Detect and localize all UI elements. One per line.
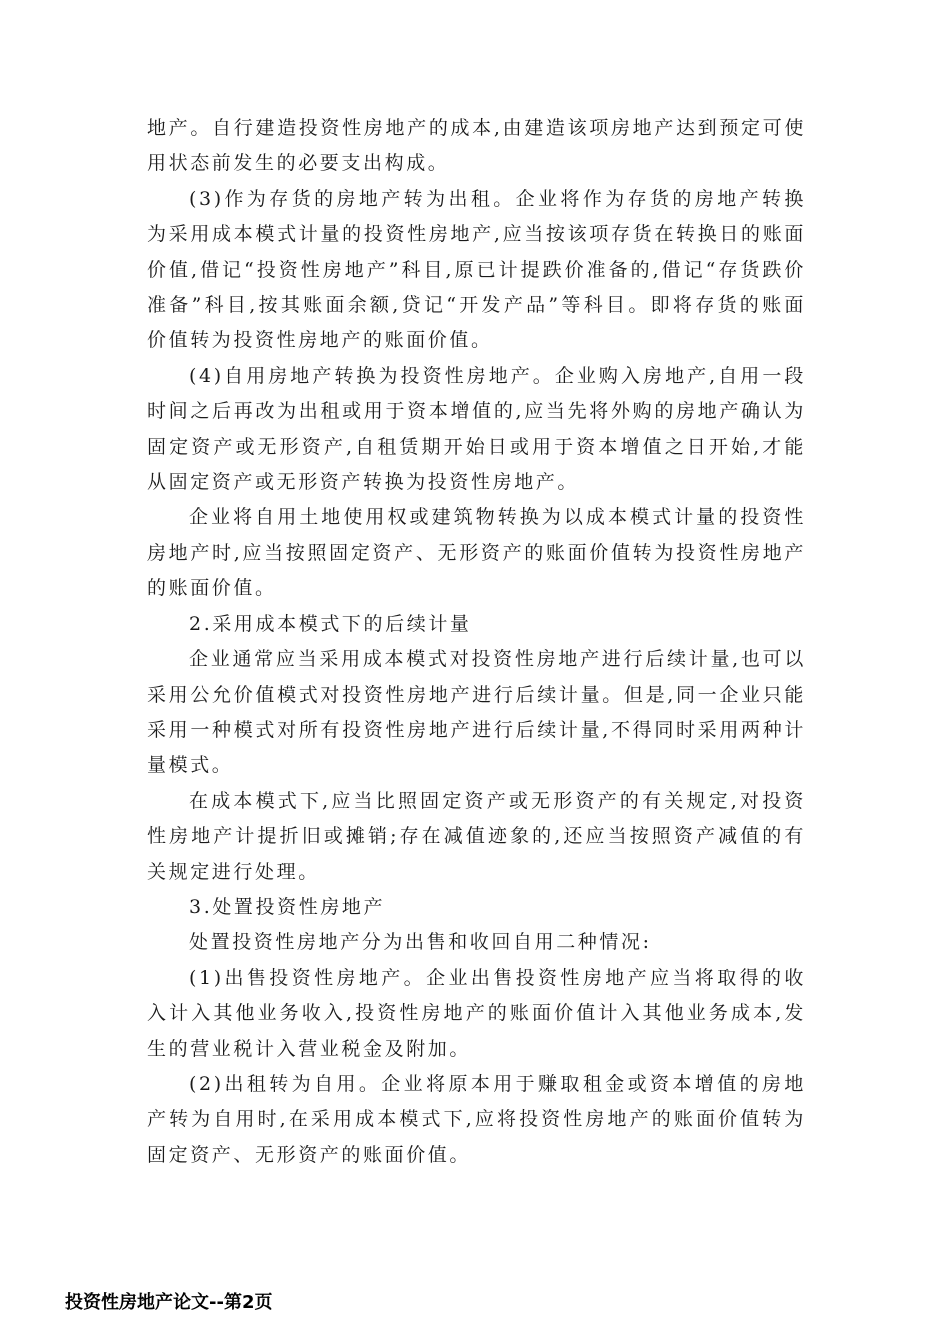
paragraph: 企业将自用土地使用权或建筑物转换为以成本模式计量的投资性房地产时,应当按照固定资产、无形资产的账面价值转为投资性房地产的账面价值。 bbox=[147, 506, 806, 600]
paragraph: 企业通常应当采用成本模式对投资性房地产进行后续计量,也可以采用公允价值模式对投资性房地产进行后续计量。但是,同一企业只能采用一种模式对所有投资性房地产进行后续计量,不得同时采用两种计量模式。 bbox=[147, 648, 806, 777]
paragraph: 地产。自行建造投资性房地产的成本,由建造该项房地产达到预定可使用状态前发生的必要支出构成。 bbox=[147, 117, 806, 175]
paragraph: (2)出租转为自用。企业将原本用于赚取租金或资本增值的房地产转为自用时,在采用成本模式下,应将投资性房地产的账面价值转为固定资产、无形资产的账面价值。 bbox=[147, 1072, 806, 1166]
section-heading: 3.处置投资性房地产 bbox=[189, 895, 386, 918]
paragraph: 在成本模式下,应当比照固定资产或无形资产的有关规定,对投资性房地产计提折旧或摊销;存在减值迹象的,还应当按照资产减值的有关规定进行处理。 bbox=[147, 789, 806, 883]
document-body bbox=[147, 111, 806, 1173]
paragraph: 处置投资性房地产分为出售和收回自用二种情况: bbox=[189, 931, 652, 954]
page-footer: 投资性房地产论文--第2页 bbox=[65, 1292, 273, 1313]
paragraph: (1)出售投资性房地产。企业出售投资性房地产应当将取得的收入计入其他业务收入,投资性房地产的账面价值计入其他业务成本,发生的营业税计入营业税金及附加。 bbox=[147, 966, 806, 1060]
section-heading: 2.采用成本模式下的后续计量 bbox=[189, 612, 472, 635]
paragraph: (3)作为存货的房地产转为出租。企业将作为存货的房地产转换为采用成本模式计量的投资性房地产,应当按该项存货在转换日的账面价值,借记“投资性房地产”科目,原已计提跌价准备的,借记“存货跌价准备”科目,按其账面余额,贷记“开发产品”等科目。即将存货的账面价值转为投资性房地产的账面价值。 bbox=[147, 187, 806, 352]
paragraph: (4)自用房地产转换为投资性房地产。企业购入房地产,自用一段时间之后再改为出租或用于资本增值的,应当先将外购的房地产确认为固定资产或无形资产,自租赁期开始日或用于资本增值之日开始,才能从固定资产或无形资产转换为投资性房地产。 bbox=[147, 364, 806, 494]
